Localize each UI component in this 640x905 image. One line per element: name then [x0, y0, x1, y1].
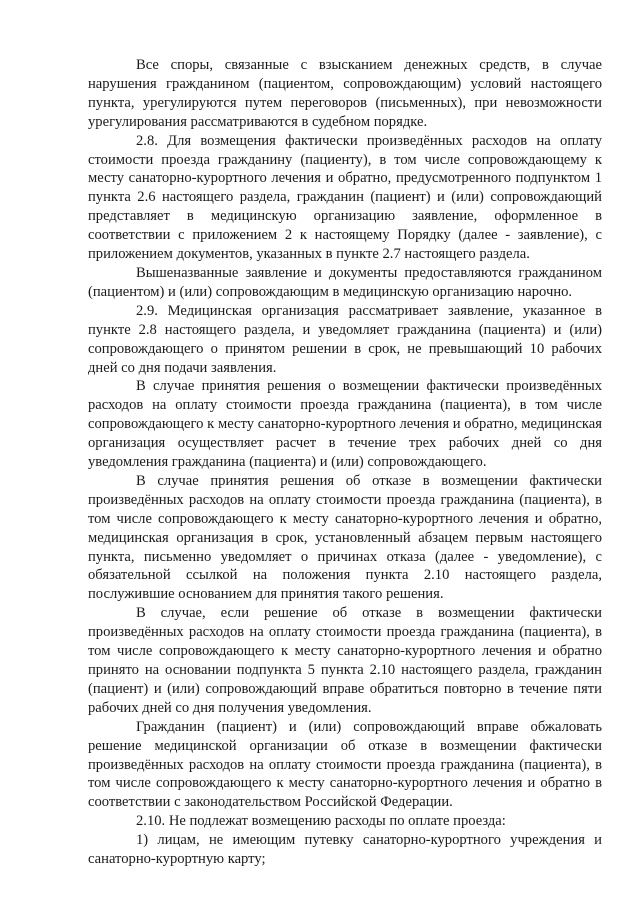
paragraph-2-10: 2.10. Не подлежат возмещению расходы по оплате проезда: [136, 813, 506, 830]
document-page [88, 56, 602, 869]
paragraph-appeal: Гражданин (пациент) и (или) сопровождающий вправе обжаловать решение медицинской организации об отказе в возмещении фактически произведённых расходов на оплату стоимости проезда гражданина (пациента), в том числе сопровождающего к месту санаторно-курортного лечения и обратно в соответствии с законодательством Российской Федерации. [88, 718, 602, 811]
paragraph-repeat-application: В случае, если решение об отказе в возмещении фактически произведённых расходов на оплату стоимости проезда гражданина (пациента), в том числе сопровождающего к месту санаторно-курортного лечения и обратно принято на основании подпункта 5 пункта 2.10 настоящего раздела, гражданин (пациент) и (или) сопровождающий вправе обратиться повторно в течение пяти рабочих дней со дня получения уведомления. [88, 605, 602, 716]
paragraph-disputes: Все споры, связанные с взысканием денежных средств, в случае нарушения гражданином (пациентом, сопровождающим) условий настоящего пункта, урегулируются путем переговоров (письменных), при невозможности урегулирования рассматриваются в судебном порядке. [88, 57, 602, 130]
paragraph-documents-submission: Вышеназванные заявление и документы предоставляются гражданином (пациентом) и (или) сопровождающим в медицинскую организацию нарочно. [88, 264, 602, 300]
paragraph-reimbursement-decision: В случае принятия решения о возмещении фактически произведённых расходов на оплату стоимости проезда гражданина (пациента), в том числе сопровождающего к месту санаторно-курортного лечения и обратно, медицинская организация осуществляет расчет в течение трех рабочих дней со дня уведомления гражданина (пациента) и (или) сопровождающего. [88, 378, 602, 471]
paragraph-2-10-item-1: 1) лицам, не имеющим путевку санаторно-курортного учреждения и санаторно-курортную карту; [88, 832, 602, 868]
paragraph-2-8: 2.8. Для возмещения фактически произведённых расходов на оплату стоимости проезда гражданину (пациенту), в том числе сопровождающему к месту санаторно-курортного лечения и обратно, предусмотренного подпунктом 1 пункта 2.6 настоящего раздела, гражданин (пациент) и (или) сопровождающий представляет в медицинскую организацию заявление, оформленное в соответствии с приложением 2 к настоящему Порядку (далее - заявление), с приложением документов, указанных в пункте 2.7 настоящего раздела. [88, 132, 602, 263]
paragraph-2-9: 2.9. Медицинская организация рассматривает заявление, указанное в пункте 2.8 настоящего раздела, и уведомляет гражданина (пациента) и (или) сопровождающего о принятом решении в срок, не превышающий 10 рабочих дней со дня подачи заявления. [88, 302, 602, 376]
paragraph-refusal-decision: В случае принятия решения об отказе в возмещении фактически произведённых расходов на оплату стоимости проезда гражданина (пациента), в том числе сопровождающего к месту санаторно-курортного лечения и обратно, медицинская организация в срок, установленный абзацем первым настоящего пункта, письменно уведомляет о причинах отказа (далее - уведомление), с обязательной ссылкой на положения пункта 2.10 настоящего раздела, послужившие основанием для принятия такого решения. [88, 472, 602, 603]
